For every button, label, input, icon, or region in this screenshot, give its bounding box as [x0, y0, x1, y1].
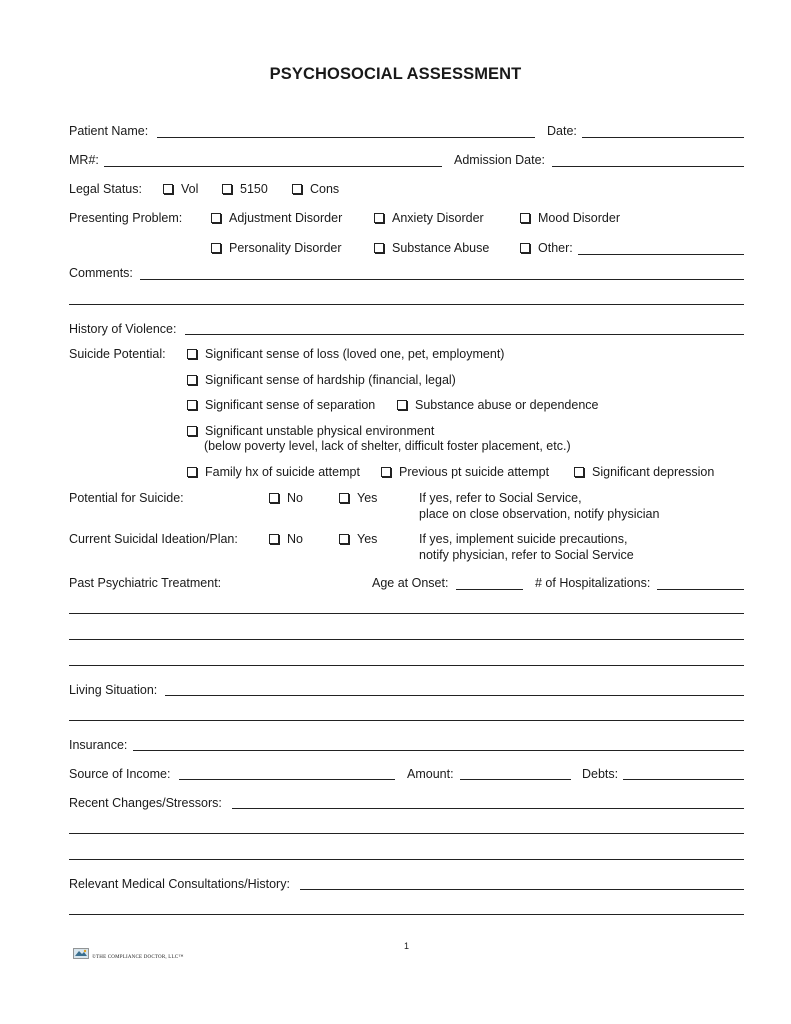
mr-label: MR#:: [69, 153, 99, 167]
medical-consult-field[interactable]: [300, 889, 744, 890]
history-violence-label: History of Violence:: [69, 322, 177, 336]
checkbox-icon[interactable]: [374, 243, 384, 253]
checkbox-icon[interactable]: [397, 400, 407, 410]
debts-field[interactable]: [623, 779, 744, 780]
loss-option[interactable]: Significant sense of loss (loved one, pet, employment): [187, 347, 504, 361]
company-logo-icon: [73, 948, 89, 959]
checkbox-icon[interactable]: [187, 400, 197, 410]
mood-disorder-option[interactable]: Mood Disorder: [520, 211, 620, 225]
past-psych-label: Past Psychiatric Treatment:: [69, 576, 222, 590]
amount-label: Amount:: [407, 767, 454, 781]
past-psych-field-line-3[interactable]: [69, 665, 744, 666]
mr-field[interactable]: [104, 166, 442, 167]
medical-consult-label: Relevant Medical Consultations/History:: [69, 877, 290, 891]
checkbox-icon[interactable]: [269, 534, 279, 544]
living-situation-field[interactable]: [165, 695, 744, 696]
insurance-field[interactable]: [133, 750, 744, 751]
presenting-problem-label: Presenting Problem:: [69, 211, 183, 225]
insurance-label: Insurance:: [69, 738, 128, 752]
checkbox-icon[interactable]: [574, 467, 584, 477]
unstable-environment-option[interactable]: Significant unstable physical environment: [187, 424, 434, 438]
checkbox-icon[interactable]: [339, 493, 349, 503]
legal-vol-option[interactable]: Vol: [163, 182, 198, 196]
checkbox-icon[interactable]: [222, 184, 232, 194]
age-onset-label: Age at Onset:: [372, 576, 449, 590]
checkbox-icon[interactable]: [163, 184, 173, 194]
anxiety-disorder-option[interactable]: Anxiety Disorder: [374, 211, 484, 225]
checkbox-icon[interactable]: [187, 375, 197, 385]
recent-changes-field[interactable]: [232, 808, 744, 809]
unstable-environment-detail: (below poverty level, lack of shelter, difficult foster placement, etc.): [204, 439, 571, 453]
checkbox-icon[interactable]: [374, 213, 384, 223]
page-number: 1: [404, 941, 410, 951]
substance-abuse-option[interactable]: Substance Abuse: [374, 241, 489, 255]
potential-note-line-1: If yes, refer to Social Service,: [419, 491, 582, 505]
checkbox-icon[interactable]: [520, 243, 530, 253]
ideation-note-line-1: If yes, implement suicide precautions,: [419, 532, 628, 546]
recent-changes-field-line-2[interactable]: [69, 833, 744, 834]
age-onset-field[interactable]: [456, 589, 523, 590]
family-hx-option[interactable]: Family hx of suicide attempt: [187, 465, 360, 479]
ideation-no-option[interactable]: No: [269, 532, 303, 546]
page-title: PSYCHOSOCIAL ASSESSMENT: [269, 65, 522, 83]
checkbox-icon[interactable]: [211, 213, 221, 223]
company-name: ©THE COMPLIANCE DOCTOR, LLC™: [92, 955, 184, 960]
history-violence-field[interactable]: [185, 334, 744, 335]
checkbox-icon[interactable]: [292, 184, 302, 194]
living-situation-field-line-2[interactable]: [69, 720, 744, 721]
substance-dependence-option[interactable]: Substance abuse or dependence: [397, 398, 598, 412]
checkbox-icon[interactable]: [211, 243, 221, 253]
admission-date-label: Admission Date:: [454, 153, 546, 167]
current-ideation-label: Current Suicidal Ideation/Plan:: [69, 532, 238, 546]
checkbox-icon[interactable]: [269, 493, 279, 503]
living-situation-label: Living Situation:: [69, 683, 158, 697]
comments-field-line-2[interactable]: [69, 304, 744, 305]
checkbox-icon[interactable]: [187, 467, 197, 477]
legal-status-label: Legal Status:: [69, 182, 142, 196]
past-psych-field-line-2[interactable]: [69, 639, 744, 640]
suicide-potential-label: Suicide Potential:: [69, 347, 166, 361]
checkbox-icon[interactable]: [381, 467, 391, 477]
checkbox-icon[interactable]: [339, 534, 349, 544]
hospitalizations-field[interactable]: [657, 589, 744, 590]
comments-label: Comments:: [69, 266, 133, 280]
potential-suicide-label: Potential for Suicide:: [69, 491, 184, 505]
personality-disorder-option[interactable]: Personality Disorder: [211, 241, 342, 255]
debts-label: Debts:: [582, 767, 619, 781]
significant-depression-option[interactable]: Significant depression: [574, 465, 714, 479]
hospitalizations-label: # of Hospitalizations:: [535, 576, 651, 590]
date-field[interactable]: [582, 137, 744, 138]
checkbox-icon[interactable]: [520, 213, 530, 223]
other-option[interactable]: Other:: [520, 241, 573, 255]
ideation-yes-option[interactable]: Yes: [339, 532, 377, 546]
separation-option[interactable]: Significant sense of separation: [187, 398, 375, 412]
legal-5150-option[interactable]: 5150: [222, 182, 268, 196]
other-field[interactable]: [578, 254, 744, 255]
date-label: Date:: [547, 124, 577, 138]
admission-date-field[interactable]: [552, 166, 744, 167]
checkbox-icon[interactable]: [187, 349, 197, 359]
ideation-note-line-2: notify physician, refer to Social Service: [419, 548, 634, 562]
checkbox-icon[interactable]: [187, 426, 197, 436]
medical-consult-field-line-2[interactable]: [69, 914, 744, 915]
recent-changes-label: Recent Changes/Stressors:: [69, 796, 222, 810]
hardship-option[interactable]: Significant sense of hardship (financial, legal): [187, 373, 456, 387]
source-income-label: Source of Income:: [69, 767, 171, 781]
amount-field[interactable]: [460, 779, 571, 780]
potential-no-option[interactable]: No: [269, 491, 303, 505]
legal-cons-option[interactable]: Cons: [292, 182, 339, 196]
patient-name-label: Patient Name:: [69, 124, 149, 138]
past-psych-field-line-1[interactable]: [69, 613, 744, 614]
adjustment-disorder-option[interactable]: Adjustment Disorder: [211, 211, 342, 225]
comments-field[interactable]: [140, 279, 744, 280]
potential-note-line-2: place on close observation, notify physician: [419, 507, 660, 521]
previous-attempt-option[interactable]: Previous pt suicide attempt: [381, 465, 549, 479]
recent-changes-field-line-3[interactable]: [69, 859, 744, 860]
patient-name-field[interactable]: [157, 137, 535, 138]
potential-yes-option[interactable]: Yes: [339, 491, 377, 505]
source-income-field[interactable]: [179, 779, 395, 780]
